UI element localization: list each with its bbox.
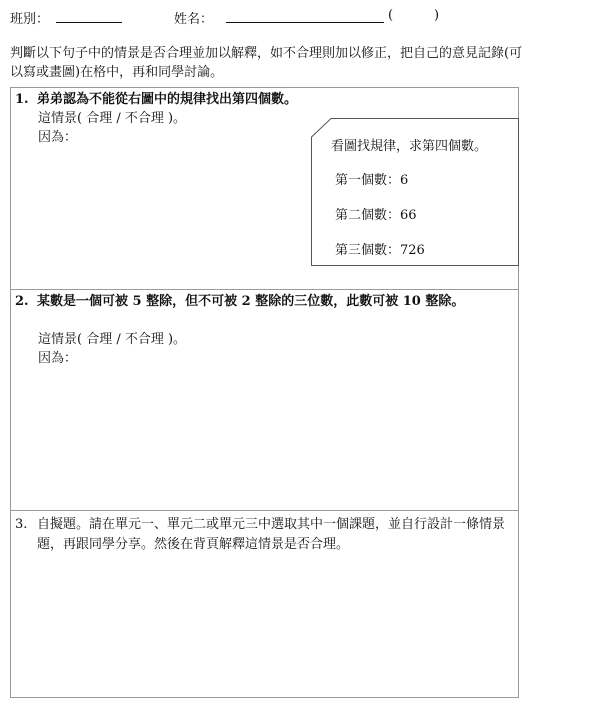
worksheet-header bbox=[10, 8, 570, 28]
pattern-hint-card bbox=[311, 118, 519, 266]
question-1-box[interactable] bbox=[10, 87, 519, 290]
question-2-number: 2. bbox=[15, 294, 29, 309]
hint-first-number: 第一個數：6 bbox=[335, 173, 409, 188]
question-2-title bbox=[15, 292, 505, 311]
question-1-reason-label: 因為： bbox=[38, 130, 78, 145]
class-number-paren-open: ( bbox=[388, 8, 394, 23]
question-2-box[interactable] bbox=[10, 289, 519, 511]
question-3-text: 自擬題。請在單元一、單元二或單元三中選取其中一個課題，並自行設計一條情景題，再跟同學分享。然後在背頁解釋這情景是否合理。 bbox=[37, 517, 506, 552]
hint-second-number: 第二個數：66 bbox=[335, 208, 417, 223]
question-1-title bbox=[15, 90, 297, 109]
question-1-number: 1. bbox=[15, 92, 29, 107]
question-1-scenario: 這情景( 合理 / 不合理 )。 bbox=[38, 111, 187, 126]
question-2-scenario: 這情景( 合理 / 不合理 )。 bbox=[38, 332, 187, 347]
hint-third-number: 第三個數：726 bbox=[335, 243, 425, 258]
name-blank-line[interactable] bbox=[226, 22, 384, 23]
question-3-number: 3. bbox=[15, 517, 28, 532]
question-3-title bbox=[15, 515, 515, 552]
instructions: 判斷以下句子中的情景是否合理並加以解釋，如不合理則加以修正，把自己的意見記錄(可以寫或畫圖)在格中，再和同學討論。 bbox=[10, 46, 523, 80]
class-blank-line[interactable] bbox=[56, 22, 122, 23]
name-label: 姓名： bbox=[174, 12, 214, 27]
question-1-text: 弟弟認為不能從右圖中的規律找出第四個數。 bbox=[37, 92, 298, 107]
class-number-paren-close: ) bbox=[434, 8, 440, 23]
class-label: 班別： bbox=[10, 12, 50, 27]
question-2-text: 某數是一個可被 5 整除，但不可被 2 整除的三位數，此數可被 10 整除。 bbox=[37, 294, 465, 309]
question-3-box[interactable] bbox=[10, 510, 519, 698]
hint-title: 看圖找規律，求第四個數。 bbox=[331, 139, 488, 154]
question-2-reason-label: 因為： bbox=[38, 351, 78, 366]
